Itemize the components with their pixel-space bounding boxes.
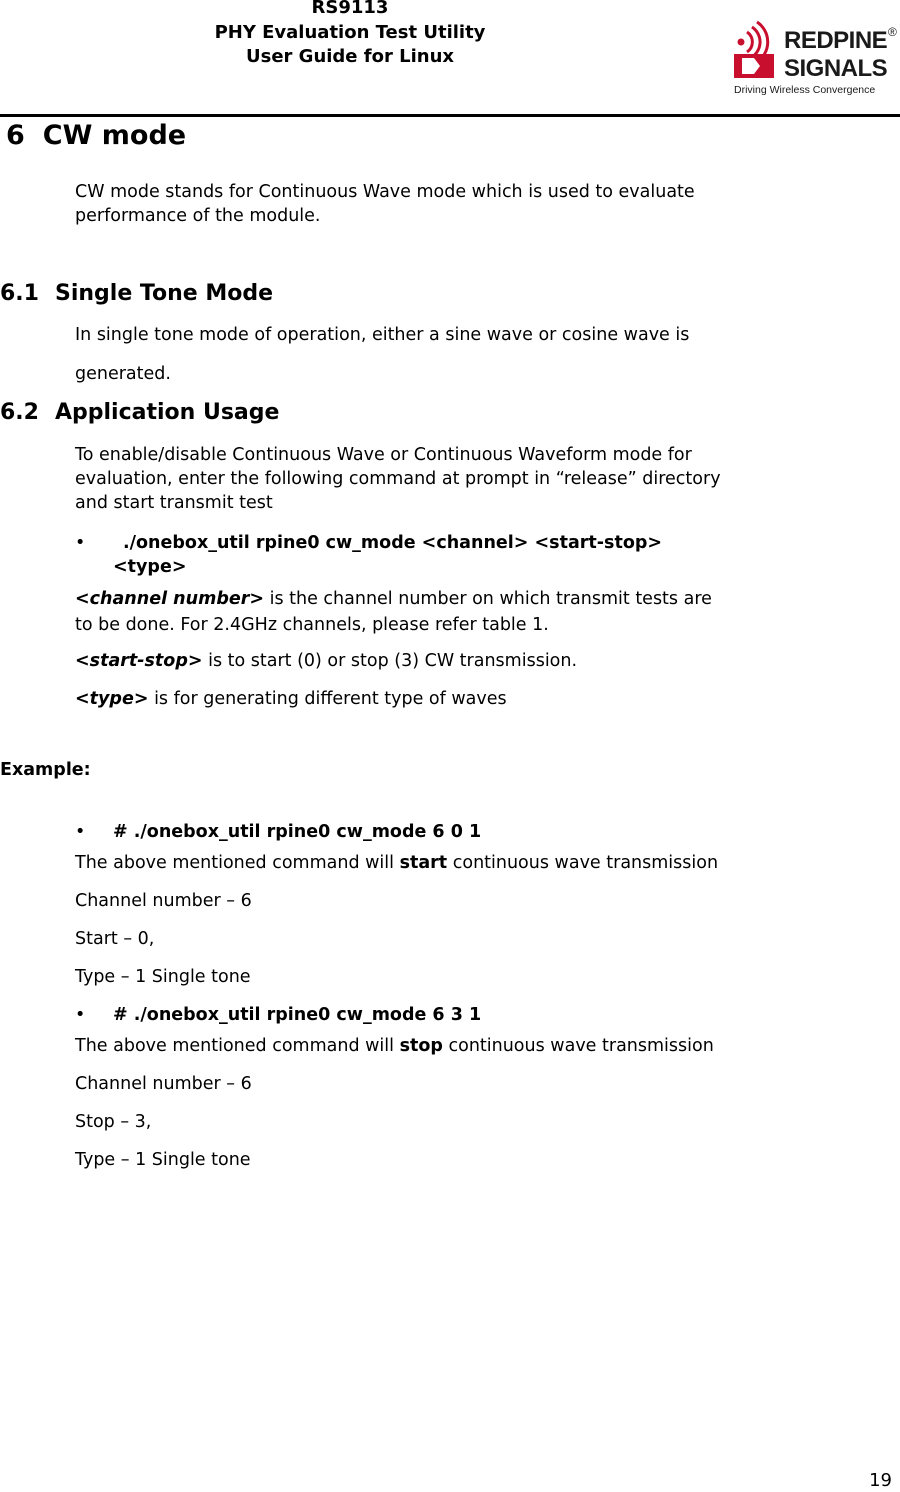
subsection-title: Application Usage	[54, 400, 280, 425]
example-2-desc-pre: The above mentioned command will	[75, 1036, 400, 1056]
page-number: 19	[869, 1470, 892, 1491]
example-2-desc	[75, 1034, 865, 1058]
example-1-desc	[75, 851, 865, 875]
section-title: CW mode	[42, 120, 187, 151]
subsection-heading-6-2	[0, 399, 279, 427]
example-2-type: Type – 1 Single tone	[75, 1150, 251, 1170]
bullet: •	[75, 1005, 86, 1025]
section-heading	[6, 118, 186, 154]
example-command-2: # ./onebox_util rpine0 cw_mode 6 3 1	[113, 1005, 482, 1025]
example-1-desc-post: continuous wave transmission	[447, 853, 719, 873]
arg-start-stop-line	[75, 649, 865, 673]
subsection-heading-6-1	[0, 280, 273, 308]
wireless-waves-icon	[734, 22, 774, 78]
example-1-type: Type – 1 Single tone	[75, 967, 251, 987]
arg-type-desc: is for generating different type of waves	[148, 689, 507, 709]
arg-type-name: <type>	[75, 689, 149, 709]
header-rule	[0, 114, 900, 117]
header-line-1: RS9113	[311, 0, 389, 18]
arg-start-stop-desc: is to start (0) or stop (3) CW transmission.	[202, 651, 578, 671]
example-1-desc-pre: The above mentioned command will	[75, 853, 400, 873]
single-tone-line-2: generated.	[75, 364, 171, 384]
usage-line-3: and start transmit test	[75, 493, 273, 513]
subsection-number: 6.1	[0, 281, 39, 306]
example-command-2-item	[75, 1003, 865, 1027]
command-syntax-item	[75, 531, 865, 579]
logo-word-1: REDPINE	[784, 27, 888, 54]
subsection-number: 6.2	[0, 400, 39, 425]
example-command-1-item	[75, 820, 865, 844]
subsection-title: Single Tone Mode	[54, 281, 274, 306]
example-2-stop: Stop – 3,	[75, 1112, 152, 1132]
redpine-signals-logo	[728, 18, 898, 98]
example-command-1: # ./onebox_util rpine0 cw_mode 6 0 1	[113, 822, 482, 842]
example-1-start: Start – 0,	[75, 929, 155, 949]
bullet: •	[75, 533, 86, 553]
command-syntax-line-1: ./onebox_util rpine0 cw_mode <channel> <start-stop>	[123, 533, 663, 553]
header-line-3: User Guide for Linux	[245, 46, 455, 67]
arg-channel-desc: is the channel number on which transmit tests are	[264, 589, 712, 609]
example-1-channel: Channel number – 6	[75, 891, 252, 911]
arg-start-stop-name: <start-stop>	[75, 651, 203, 671]
logo-tagline: Driving Wireless Convergence	[734, 84, 876, 96]
example-2-desc-post: continuous wave transmission	[442, 1036, 714, 1056]
usage-line-1: To enable/disable Continuous Wave or Continuous Waveform mode for	[75, 445, 692, 465]
example-1-keyword: start	[399, 853, 448, 873]
arg-channel-line-2: to be done. For 2.4GHz channels, please refer table 1.	[75, 615, 549, 635]
arg-channel-line-1	[75, 587, 865, 611]
section-number: 6	[6, 120, 25, 151]
bullet: •	[75, 822, 86, 842]
section-intro-line-2: performance of the module.	[75, 206, 321, 226]
usage-line-2: evaluation, enter the following command at prompt in “release” directory	[75, 469, 721, 489]
command-syntax-line-2: <type>	[113, 557, 187, 577]
logo-word-2: SIGNALS	[784, 55, 888, 82]
single-tone-line-1: In single tone mode of operation, either a sine wave or cosine wave is	[75, 325, 690, 345]
example-2-keyword: stop	[399, 1036, 443, 1056]
example-label: Example:	[0, 760, 91, 780]
example-2-channel: Channel number – 6	[75, 1074, 252, 1094]
section-intro-line-1: CW mode stands for Continuous Wave mode which is used to evaluate	[75, 182, 695, 202]
arg-type-line	[75, 687, 865, 711]
header-line-2: PHY Evaluation Test Utility	[214, 22, 486, 43]
logo-registered-mark: ®	[888, 25, 897, 39]
arg-channel-name: <channel number>	[75, 589, 265, 609]
